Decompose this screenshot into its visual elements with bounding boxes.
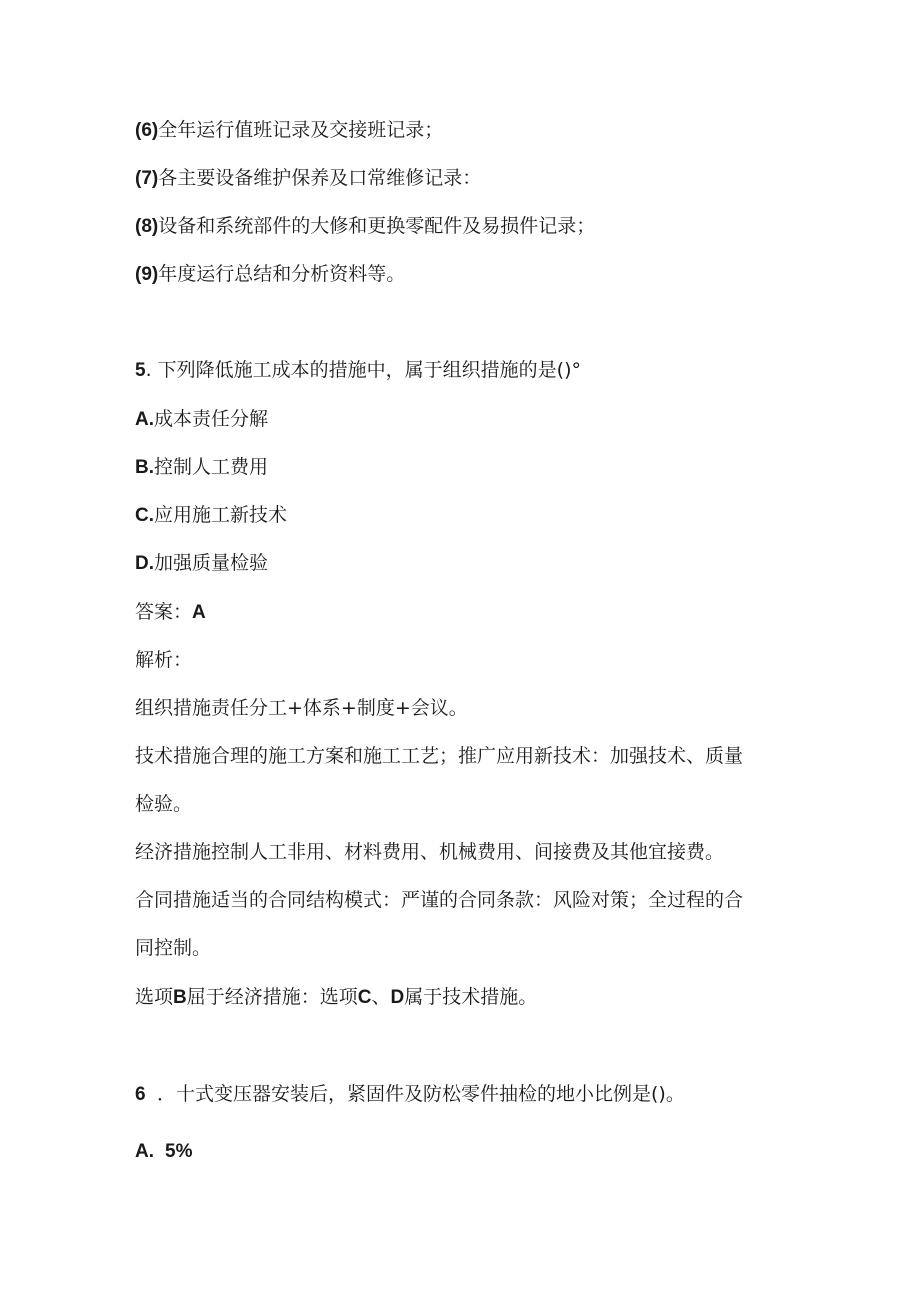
question-5-option-b — [135, 454, 268, 481]
analysis-organizational: 组织措施责任分工+体系+制度+会议。 — [135, 697, 468, 719]
analysis-contract-cont: 同控制。 — [135, 937, 212, 959]
question-number: 6 — [135, 1084, 146, 1105]
record-number: (6) — [135, 120, 159, 141]
analysis-contract: 合同措施适当的合同结构模式：严谨的合同条款：风险对策；全过程的合 — [135, 889, 744, 911]
answer-line — [135, 599, 206, 626]
conclusion-text: 选项 — [135, 986, 174, 1008]
analysis-conclusion — [135, 984, 537, 1011]
question-number: 5 — [135, 360, 146, 381]
conclusion-text: 属于技术措施。 — [404, 986, 538, 1008]
option-ref-c: C — [357, 987, 372, 1008]
question-6-stem — [135, 1081, 685, 1108]
analysis-label: 解析： — [135, 649, 193, 671]
record-number: (8) — [135, 216, 159, 237]
answer-label: 答案： — [135, 601, 193, 623]
analysis-technical-cont: 检验。 — [135, 793, 193, 815]
record-text: 年度运行总结和分析资料等。 — [158, 263, 406, 285]
analysis-technical: 技术措施合理的施工方案和施工工艺；推广应用新技术：加强技术、质量 — [135, 745, 744, 767]
option-letter: C. — [135, 505, 154, 526]
conclusion-text: 屈于经济措施：选项 — [186, 986, 358, 1008]
question-text: . 下列降低施工成本的措施中，属于组织措施的是()° — [145, 359, 581, 381]
option-ref-d: D — [390, 987, 405, 1008]
option-text: 5% — [165, 1141, 193, 1162]
option-text: 应用施工新技术 — [154, 504, 288, 526]
question-5-option-a — [135, 406, 268, 433]
record-text: 全年运行值班记录及交接班记录； — [158, 119, 444, 141]
option-letter: A. — [135, 409, 154, 430]
option-letter: A. — [135, 1141, 154, 1162]
option-text: 加强质量检验 — [154, 552, 269, 574]
question-5-option-d — [135, 550, 268, 577]
option-text: 控制人工费用 — [154, 456, 269, 478]
record-text: 设备和系统部件的大修和更换零配件及易损件记录； — [158, 215, 596, 237]
record-item-7 — [135, 165, 481, 192]
record-item-9 — [135, 261, 405, 288]
question-6-option-a — [135, 1139, 192, 1165]
record-item-6 — [135, 117, 443, 144]
record-number: (7) — [135, 168, 159, 189]
option-text: 成本责任分解 — [154, 408, 269, 430]
record-number: (9) — [135, 264, 159, 285]
conclusion-separator: 、 — [371, 986, 391, 1008]
question-5-option-c — [135, 502, 287, 529]
question-5-stem — [135, 357, 581, 384]
answer-value: A — [192, 602, 206, 623]
question-text: ．十式变压器安装后，紧固件及防松零件抽检的地小比例是()。 — [157, 1083, 685, 1105]
option-ref-b: B — [173, 987, 187, 1008]
option-letter: B. — [135, 457, 154, 478]
record-text: 各主要设备维护保养及口常维修记录： — [158, 167, 482, 189]
analysis-economic: 经济措施控制人工非用、材料费用、机械费用、间接费及其他宜接费。 — [135, 841, 725, 863]
record-item-8 — [135, 213, 595, 240]
option-letter: D. — [135, 553, 154, 574]
